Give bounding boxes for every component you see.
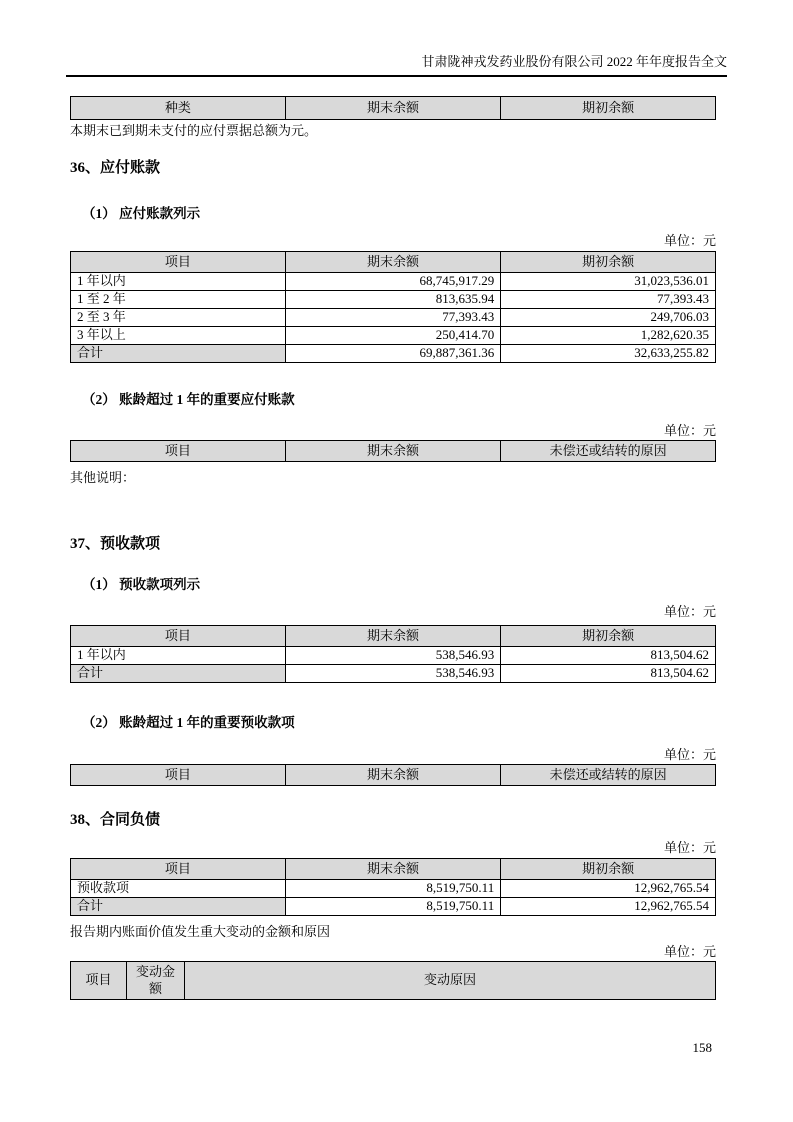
col-header-item: 项目	[71, 252, 286, 273]
table-row	[71, 647, 716, 665]
section-37-sub1-title: （1） 预收款项列示	[82, 577, 201, 592]
row-label: 1 年以内	[71, 647, 286, 665]
col-header-item: 项目	[71, 626, 286, 647]
unit-label: 单位：元	[663, 604, 716, 619]
section-38-title: 38、合同负债	[70, 812, 161, 828]
ending-balance-value: 77,393.43	[285, 309, 500, 327]
total-row	[71, 345, 716, 363]
row-label: 1 年以内	[71, 273, 286, 291]
col-header-item: 项目	[71, 962, 127, 1000]
contract-liabilities-table	[70, 858, 716, 916]
notes-payable-note: 本期末已到期未支付的应付票据总额为元。	[70, 123, 318, 138]
total-ending-balance: 69,887,361.36	[285, 345, 500, 363]
col-header-ending-balance: 期末余额	[285, 859, 500, 880]
row-label: 3 年以上	[71, 327, 286, 345]
total-ending-balance: 538,546.93	[285, 665, 500, 683]
col-header-ending-balance: 期末余额	[285, 97, 500, 120]
table-header-row	[71, 765, 716, 786]
col-header-beginning-balance: 期初余额	[501, 859, 716, 880]
total-beginning-balance: 32,633,255.82	[501, 345, 716, 363]
col-header-beginning-balance: 期初余额	[501, 626, 716, 647]
row-label: 预收款项	[71, 880, 286, 898]
col-header-reason: 未偿还或结转的原因	[501, 441, 716, 462]
table-header-row	[71, 859, 716, 880]
total-beginning-balance: 12,962,765.54	[501, 898, 716, 916]
ending-balance-value: 250,414.70	[285, 327, 500, 345]
table-row	[71, 291, 716, 309]
accounts-payable-table	[70, 251, 716, 363]
row-label: 1 至 2 年	[71, 291, 286, 309]
col-header-change-amount: 变动金额	[127, 962, 185, 1000]
col-header-item: 项目	[71, 765, 286, 786]
ending-balance-value: 8,519,750.11	[285, 880, 500, 898]
section-36-title: 36、应付账款	[70, 160, 161, 176]
unit-label: 单位：元	[663, 747, 716, 762]
total-label: 合计	[71, 898, 286, 916]
unit-label: 单位：元	[663, 233, 716, 248]
total-row	[71, 665, 716, 683]
col-header-beginning-balance: 期初余额	[501, 97, 716, 120]
table-row	[71, 880, 716, 898]
col-header-item: 项目	[71, 441, 286, 462]
table-header-row	[71, 441, 716, 462]
beginning-balance-value: 813,504.62	[501, 647, 716, 665]
beginning-balance-value: 77,393.43	[501, 291, 716, 309]
total-label: 合计	[71, 345, 286, 363]
page-content	[70, 73, 716, 1000]
table-row	[71, 273, 716, 291]
total-beginning-balance: 813,504.62	[501, 665, 716, 683]
table-header-row	[71, 962, 716, 1000]
col-header-change-reason: 变动原因	[185, 962, 716, 1000]
page-header-title: 甘肃陇神戎发药业股份有限公司 2022 年年度报告全文	[66, 0, 727, 77]
beginning-balance-value: 31,023,536.01	[501, 273, 716, 291]
advances-received-table	[70, 625, 716, 683]
col-header-type: 种类	[71, 97, 286, 120]
unit-label: 单位：元	[663, 423, 716, 438]
notes-payable-type-table	[70, 96, 716, 120]
ending-balance-value: 68,745,917.29	[285, 273, 500, 291]
col-header-ending-balance: 期末余额	[285, 626, 500, 647]
section-36-sub2-title: （2） 账龄超过 1 年的重要应付账款	[82, 392, 295, 407]
row-label: 2 至 3 年	[71, 309, 286, 327]
beginning-balance-value: 12,962,765.54	[501, 880, 716, 898]
ending-balance-value: 538,546.93	[285, 647, 500, 665]
section-37-title: 37、预收款项	[70, 536, 161, 552]
col-header-ending-balance: 期末余额	[285, 765, 500, 786]
col-header-ending-balance: 期末余额	[285, 441, 500, 462]
other-notes-label: 其他说明：	[70, 470, 136, 485]
beginning-balance-value: 1,282,620.35	[501, 327, 716, 345]
col-header-beginning-balance: 期初余额	[501, 252, 716, 273]
total-ending-balance: 8,519,750.11	[285, 898, 500, 916]
table-header-row	[71, 626, 716, 647]
table-header-row	[71, 252, 716, 273]
table-row	[71, 327, 716, 345]
aged-advances-received-table	[70, 764, 716, 786]
beginning-balance-value: 249,706.03	[501, 309, 716, 327]
col-header-item: 项目	[71, 859, 286, 880]
change-note: 报告期内账面价值发生重大变动的金额和原因	[70, 924, 331, 939]
unit-label: 单位：元	[663, 840, 716, 855]
section-37-sub2-title: （2） 账龄超过 1 年的重要预收款项	[82, 715, 295, 730]
col-header-reason: 未偿还或结转的原因	[501, 765, 716, 786]
value-change-table	[70, 961, 716, 1000]
total-row	[71, 898, 716, 916]
ending-balance-value: 813,635.94	[285, 291, 500, 309]
unit-label: 单位：元	[663, 944, 716, 959]
total-label: 合计	[71, 665, 286, 683]
section-36-sub1-title: （1） 应付账款列示	[82, 206, 201, 221]
table-header-row	[71, 97, 716, 120]
aged-accounts-payable-table	[70, 440, 716, 462]
table-row	[71, 309, 716, 327]
page-number: 158	[692, 1040, 712, 1055]
col-header-ending-balance: 期末余额	[285, 252, 500, 273]
